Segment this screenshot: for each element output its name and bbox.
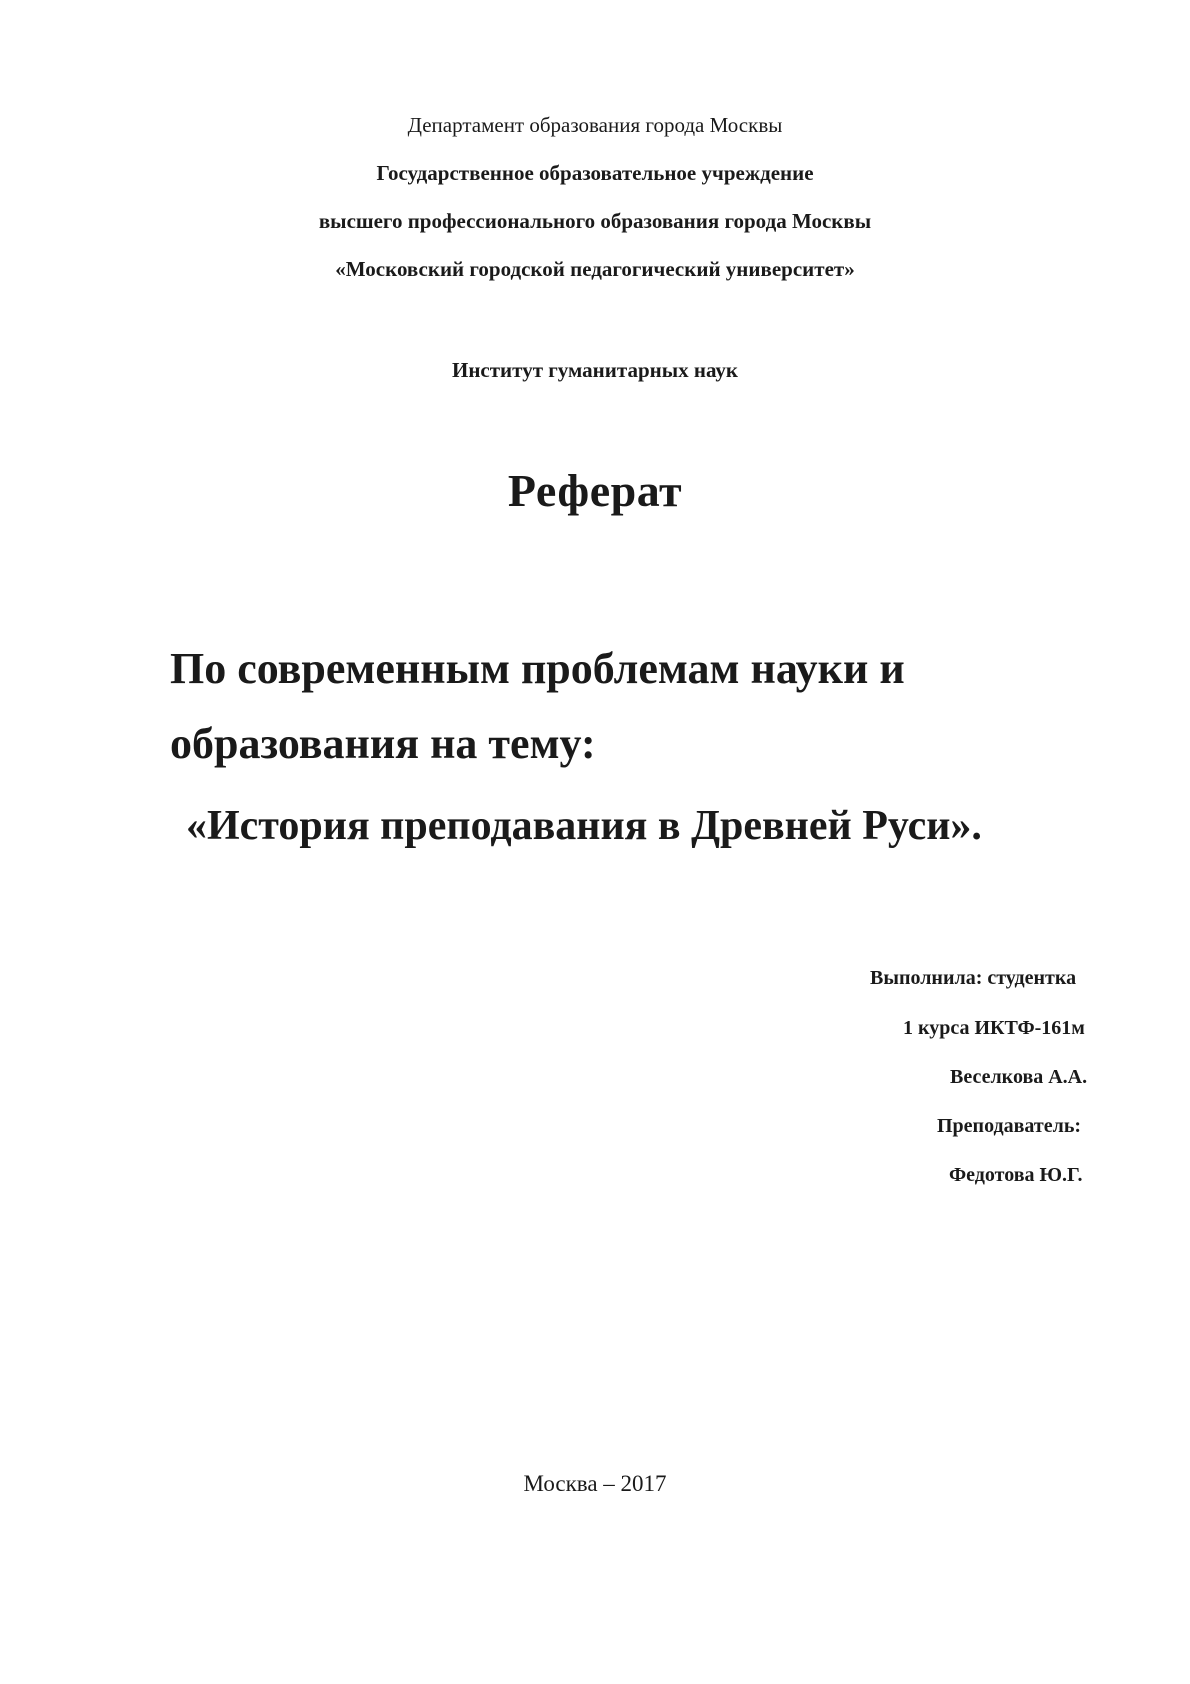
- performed-by-label: Выполнила: студентка: [870, 967, 1077, 989]
- student-name: Веселкова А.А.: [950, 1066, 1088, 1088]
- institute-name: Институт гуманитарных наук: [451, 358, 739, 382]
- institution-line-1: Государственное образовательное учреждение: [376, 161, 814, 185]
- department-line: Департамент образования города Москвы: [407, 113, 783, 137]
- topic-line-2: образования на тему:: [170, 719, 596, 768]
- teacher-label: Преподаватель:: [937, 1115, 1082, 1137]
- document-type-title: Реферат: [507, 465, 683, 516]
- teacher-name: Федотова Ю.Г.: [949, 1164, 1083, 1186]
- institution-line-2: высшего профессионального образования города Москвы: [318, 209, 872, 233]
- topic-title-quote: «История преподавания в Древней Руси».: [186, 803, 982, 849]
- topic-line-1: По современным проблемам науки и: [170, 644, 905, 693]
- university-name: «Московский городской педагогический университет»: [335, 257, 855, 281]
- course-group: 1 курса ИКТФ-161м: [903, 1017, 1085, 1039]
- city-year-footer: Москва – 2017: [523, 1471, 667, 1496]
